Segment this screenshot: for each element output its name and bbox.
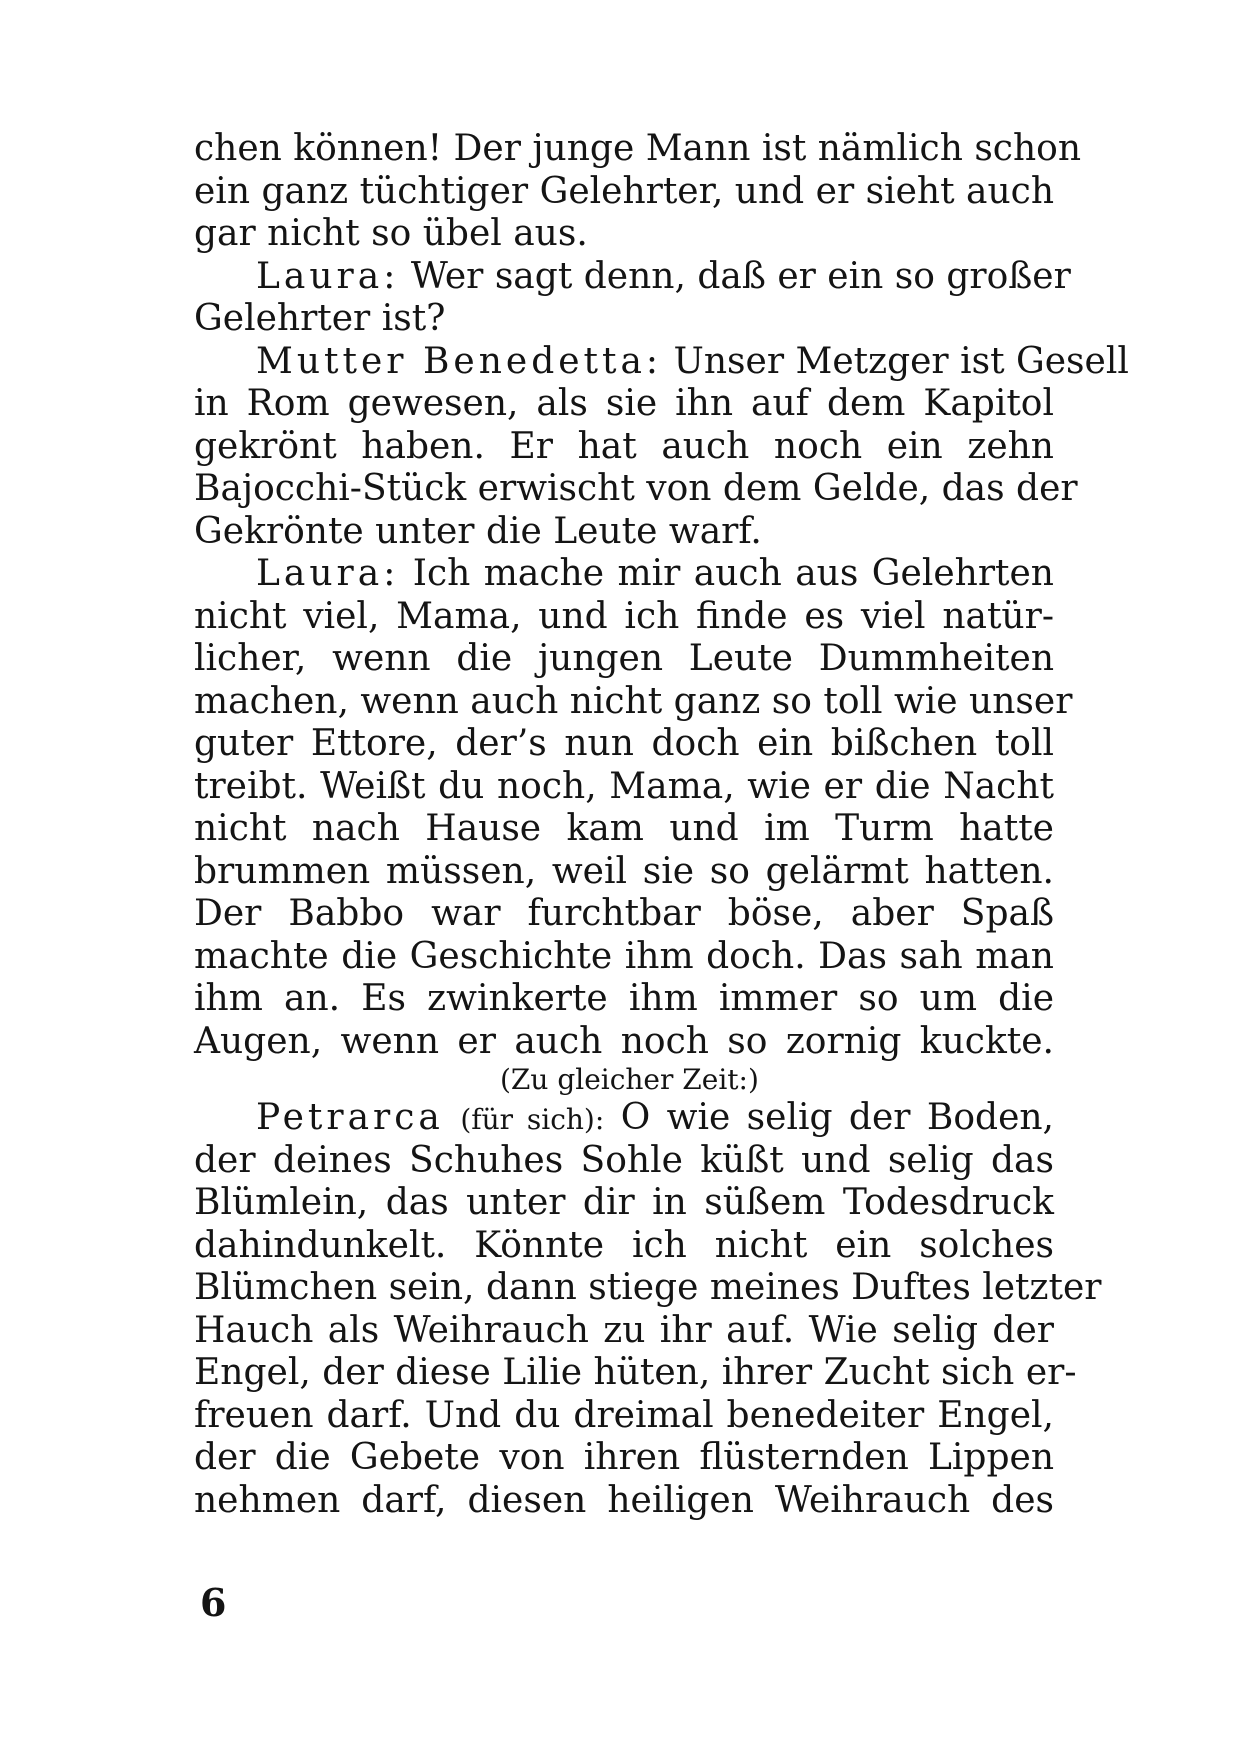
speaker-name: Laura: xyxy=(256,255,400,297)
text-line: Hauch als Weihrauch zu ihr auf. Wie selig der xyxy=(194,1309,1054,1351)
text-line: ihm an. Es zwinkerte ihm immer so um die xyxy=(194,978,1054,1019)
text-line: guter Ettore, der’s nun doch ein bißchen toll xyxy=(194,723,1054,764)
text-line: der deines Schuhes Sohle küßt und selig das xyxy=(194,1139,1054,1181)
text-line: ein ganz tüchtiger Gelehrter, und er sieht auch xyxy=(194,170,1054,212)
text-line: freuen darf. Und du dreimal benedeiter Engel, xyxy=(194,1394,1054,1436)
text-line: Blümchen sein, dann stiege meines Duftes letzter xyxy=(194,1267,1102,1308)
aside-direction: (für sich): xyxy=(460,1103,605,1136)
speaker-name: Petrarca xyxy=(256,1097,444,1138)
text-line: in Rom gewesen, als sie ihn auf dem Kapitol xyxy=(194,383,1054,424)
speaker-name: Laura: xyxy=(256,553,400,594)
text-line: Der Babbo war furchtbar böse, aber Spaß xyxy=(194,893,1054,934)
text-line: nehmen darf, diesen heiligen Weihrauch des xyxy=(194,1479,1054,1521)
text-line: Blümlein, das unter dir in süßem Todesdruck xyxy=(194,1182,1054,1223)
text-line: Engel, der diese Lilie hüten, ihrer Zucht sich er- xyxy=(194,1352,1077,1393)
dialogue-line: Petrarca (für sich): O wie selig der Boden, xyxy=(256,1097,1054,1138)
text-line: gar nicht so übel aus. xyxy=(194,213,588,254)
text-line: machte die Geschichte ihm doch. Das sah man xyxy=(194,935,1054,977)
body-text xyxy=(194,128,1129,1522)
text-line: Gekrönte unter die Leute warf. xyxy=(194,510,762,552)
text-line: nicht viel, Mama, und ich finde es viel natür- xyxy=(194,595,1054,637)
page-number: 6 xyxy=(200,1580,227,1625)
text-line: der die Gebete von ihren flüsternden Lippen xyxy=(194,1437,1054,1478)
text-line: Gelehrter ist? xyxy=(194,298,446,339)
text-line: treibt. Weißt du noch, Mama, wie er die Nacht xyxy=(194,765,1054,807)
text-line: Bajocchi-Stück erwischt von dem Gelde, das der xyxy=(194,468,1078,509)
dialogue-line: Mutter Benedetta: Unser Metzger ist Gesell xyxy=(256,340,1129,382)
text-line: nicht nach Hause kam und im Turm hatte xyxy=(194,808,1054,849)
dialogue-line: Laura: Wer sagt denn, daß er ein so großer xyxy=(256,255,1071,297)
text-line: Augen, wenn er auch noch so zornig kuckte. xyxy=(194,1020,1054,1062)
text-line: gekrönt haben. Er hat auch noch ein zehn xyxy=(194,425,1054,467)
text-line: machen, wenn auch nicht ganz so toll wie unser xyxy=(194,680,1073,722)
stage-direction: (Zu gleicher Zeit:) xyxy=(500,1063,759,1096)
speaker-name: Mutter Benedetta: xyxy=(256,340,663,382)
text-line: chen können! Der junge Mann ist nämlich schon xyxy=(194,128,1082,169)
text-line: licher, wenn die jungen Leute Dummheiten xyxy=(194,638,1054,679)
text-line: dahindunkelt. Könnte ich nicht ein solches xyxy=(194,1224,1054,1266)
text-line: brummen müssen, weil sie so gelärmt hatten. xyxy=(194,850,1054,892)
dialogue-line: Laura: Ich mache mir auch aus Gelehrten xyxy=(256,553,1054,594)
